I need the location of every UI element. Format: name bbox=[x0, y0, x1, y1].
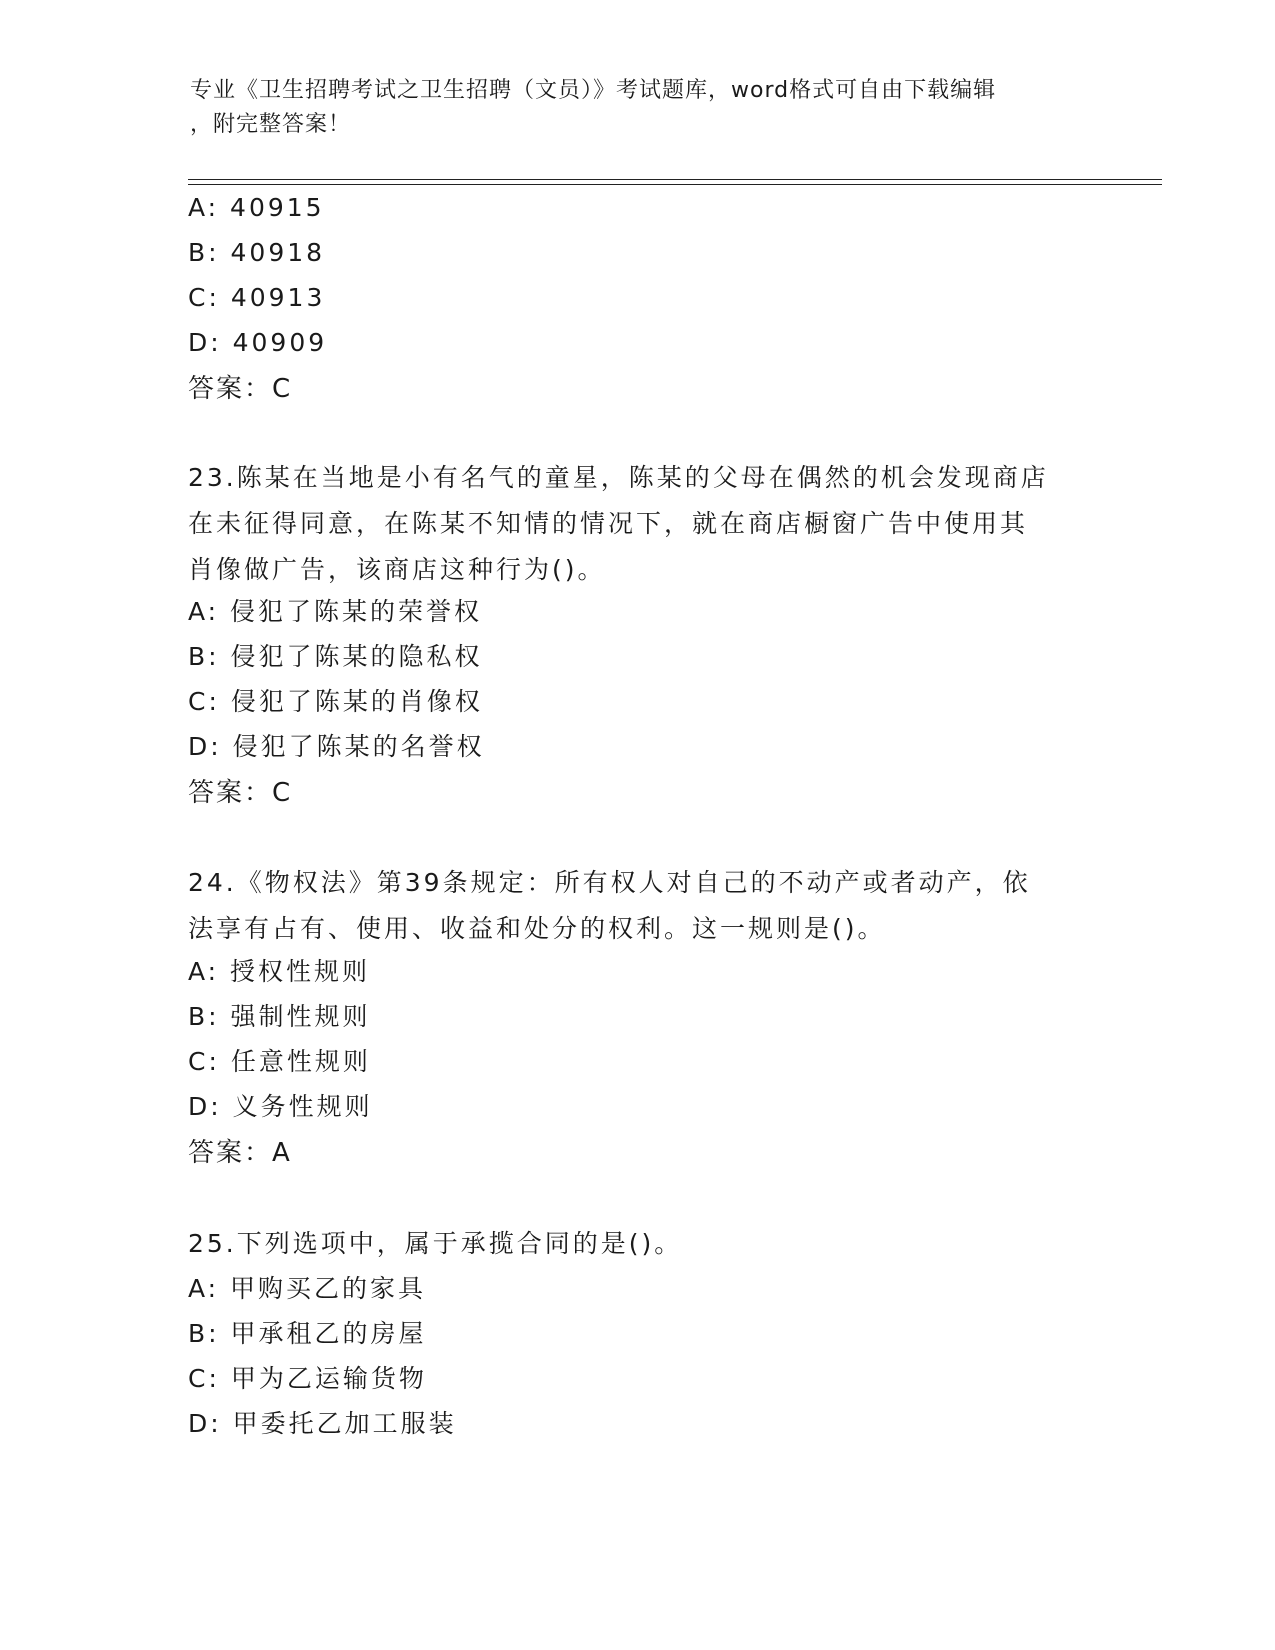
q22-option-d: D: 40909 bbox=[188, 328, 328, 357]
q22-option-c: C: 40913 bbox=[188, 283, 326, 312]
header-line-1: 专业《卫生招聘考试之卫生招聘（文员）》考试题库，word格式可自由下载编辑 bbox=[190, 78, 997, 103]
header-line-2: ，附完整答案！ bbox=[190, 112, 352, 137]
q24-option-c: C: 任意性规则 bbox=[188, 1047, 371, 1076]
q23-stem-line-1: 23.陈某在当地是小有名气的童星，陈某的父母在偶然的机会发现商店 bbox=[188, 463, 1049, 492]
document-header bbox=[190, 74, 1090, 142]
q24-stem-line-1: 24.《物权法》第39条规定：所有权人对自己的不动产或者动产，依 bbox=[188, 868, 1031, 897]
q22-answer: 答案：C bbox=[188, 374, 293, 404]
q25-option-d: D: 甲委托乙加工服装 bbox=[188, 1409, 457, 1438]
header-divider-bottom bbox=[188, 184, 1162, 185]
q24-stem bbox=[188, 860, 1088, 952]
q23-stem-line-2: 在未征得同意，在陈某不知情的情况下，就在商店橱窗广告中使用其 bbox=[188, 509, 1029, 538]
header-divider-top bbox=[188, 179, 1162, 180]
q24-stem-line-2: 法享有占有、使用、收益和处分的权利。这一规则是()。 bbox=[188, 914, 886, 943]
q25-option-a: A: 甲购买乙的家具 bbox=[188, 1274, 427, 1303]
q24-answer: 答案：A bbox=[188, 1138, 292, 1168]
q23-option-b: B: 侵犯了陈某的隐私权 bbox=[188, 642, 483, 671]
q22-option-a: A: 40915 bbox=[188, 193, 325, 222]
q25-stem bbox=[188, 1221, 1088, 1267]
q23-option-c: C: 侵犯了陈某的肖像权 bbox=[188, 687, 483, 716]
q23-option-d: D: 侵犯了陈某的名誉权 bbox=[188, 732, 485, 761]
q23-stem-line-3: 肖像做广告，该商店这种行为()。 bbox=[188, 555, 606, 584]
q25-option-b: B: 甲承租乙的房屋 bbox=[188, 1319, 427, 1348]
q23-option-a: A: 侵犯了陈某的荣誉权 bbox=[188, 597, 483, 626]
q23-stem bbox=[188, 455, 1088, 593]
q25-option-c: C: 甲为乙运输货物 bbox=[188, 1364, 427, 1393]
q25-stem-line-1: 25.下列选项中，属于承揽合同的是()。 bbox=[188, 1229, 683, 1258]
q24-option-b: B: 强制性规则 bbox=[188, 1002, 371, 1031]
q22-option-b: B: 40918 bbox=[188, 238, 326, 267]
q24-option-d: D: 义务性规则 bbox=[188, 1092, 373, 1121]
q24-option-a: A: 授权性规则 bbox=[188, 957, 371, 986]
q23-answer: 答案：C bbox=[188, 778, 293, 808]
